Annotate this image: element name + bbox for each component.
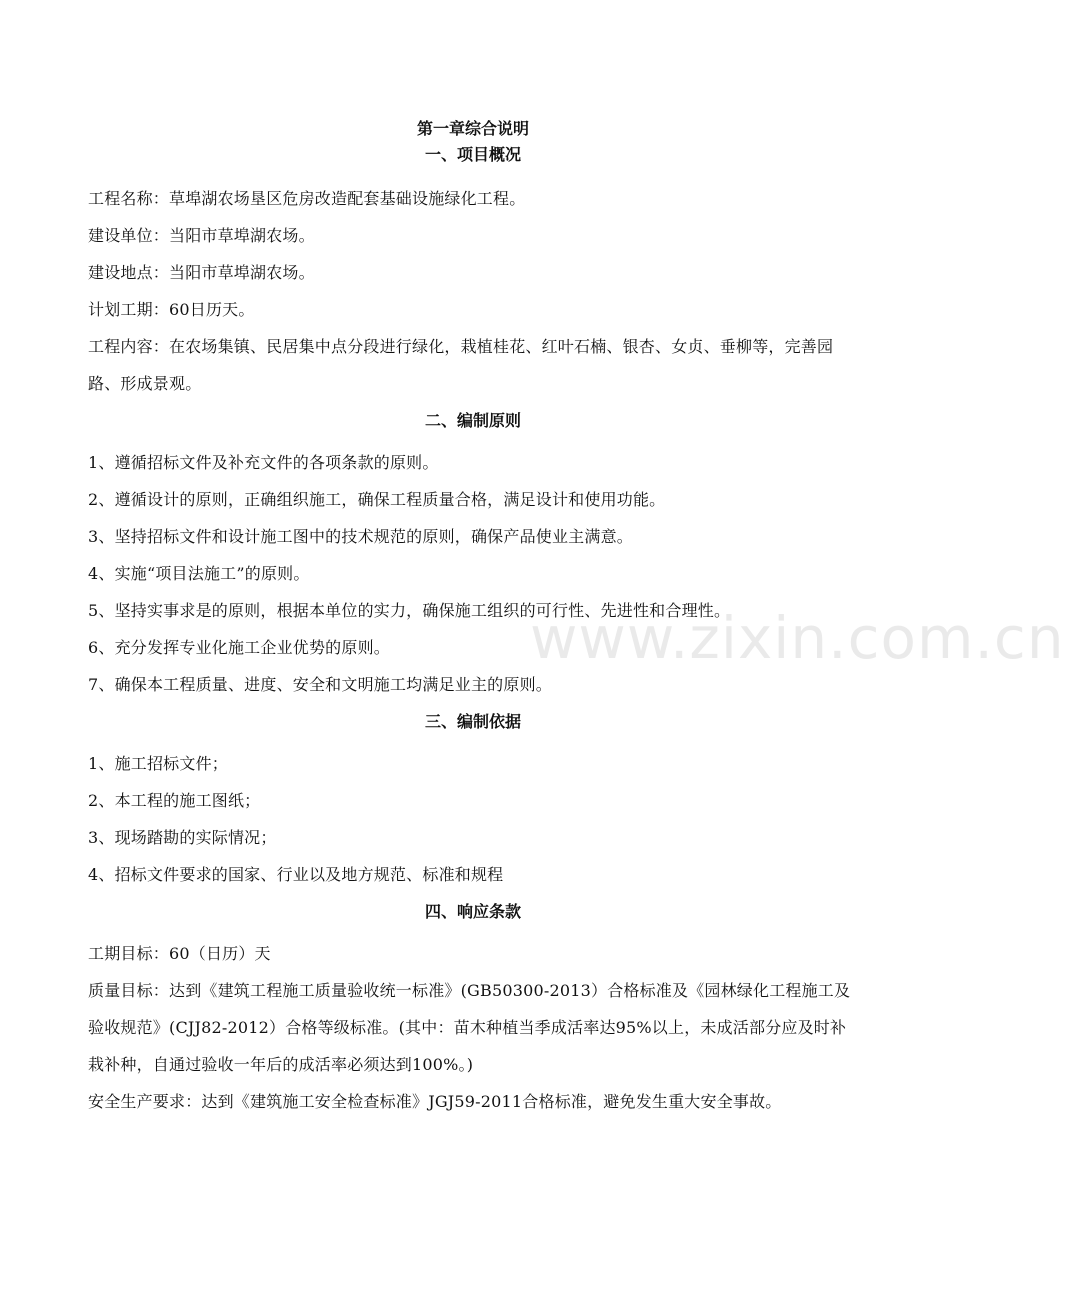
chapter-title: 第一章综合说明 xyxy=(416,119,529,138)
section-project-overview xyxy=(88,142,858,402)
section-compilation-basis xyxy=(88,709,858,893)
section-heading: 二、编制原则 xyxy=(424,411,521,430)
watermark-text: www.zixin.com.cn xyxy=(530,604,1065,672)
paragraph: 4、实施“项目法施工”的原则。 xyxy=(88,564,310,583)
paragraph: 7、确保本工程质量、进度、安全和文明施工均满足业主的原则。 xyxy=(88,675,552,694)
section-heading: 四、响应条款 xyxy=(424,902,521,921)
paragraph: 3、现场踏勘的实际情况； xyxy=(88,828,277,847)
paragraph: 2、遵循设计的原则，正确组织施工，确保工程质量合格，满足设计和使用功能。 xyxy=(88,490,666,509)
paragraph: 建设地点：当阳市草埠湖农场。 xyxy=(88,263,315,282)
paragraph: 安全生产要求：达到《建筑施工安全检查标准》JGJ59-2011合格标准，避免发生重大安全事故。 xyxy=(88,1092,782,1111)
section-response-clauses xyxy=(88,899,858,1120)
document-body xyxy=(88,116,858,1120)
section-heading: 一、项目概况 xyxy=(424,145,521,164)
paragraph: 建设单位：当阳市草埠湖农场。 xyxy=(88,226,315,245)
paragraph: 6、充分发挥专业化施工企业优势的原则。 xyxy=(88,638,390,657)
paragraph: 工期目标：60（日历）天 xyxy=(88,944,271,963)
paragraph: 2、本工程的施工图纸； xyxy=(88,791,261,810)
paragraph: 1、施工招标文件； xyxy=(88,754,228,773)
paragraph: 3、坚持招标文件和设计施工图中的技术规范的原则，确保产品使业主满意。 xyxy=(88,527,633,546)
section-compilation-principles xyxy=(88,408,858,703)
section-heading: 三、编制依据 xyxy=(424,712,521,731)
paragraph: 4、招标文件要求的国家、行业以及地方规范、标准和规程 xyxy=(88,865,504,884)
paragraph: 计划工期：60日历天。 xyxy=(88,300,255,319)
paragraph: 1、遵循招标文件及补充文件的各项条款的原则。 xyxy=(88,453,439,472)
paragraph: 工程内容：在农场集镇、民居集中点分段进行绿化，栽植桂花、红叶石楠、银杏、女贞、垂柳等，完善园路、形成景观。 xyxy=(88,337,834,393)
paragraph: 工程名称：草埠湖农场垦区危房改造配套基础设施绿化工程。 xyxy=(88,189,526,208)
paragraph: 质量目标：达到《建筑工程施工质量验收统一标准》(GB50300-2013）合格标准及《园林绿化工程施工及验收规范》(CJJ82-2012）合格等级标准。(其中：苗木种植当季成活率达95%以上，未成活部分应及时补栽补种，自通过验收一年后的成活率必须达到100%。) xyxy=(88,981,851,1074)
paragraph: 5、坚持实事求是的原则，根据本单位的实力，确保施工组织的可行性、先进性和合理性。 xyxy=(88,601,731,620)
